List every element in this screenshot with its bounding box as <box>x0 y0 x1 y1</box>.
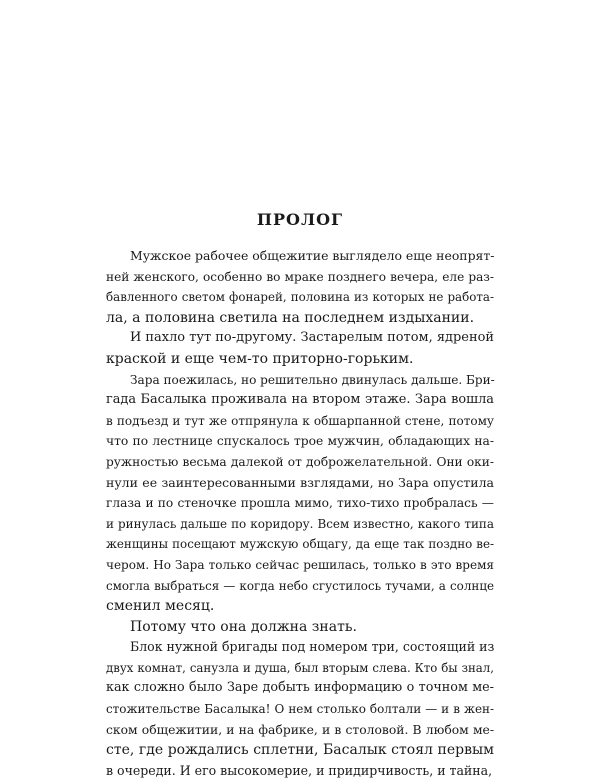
paragraph <box>106 246 494 328</box>
text-line: Мужское рабочее общежитие выглядело еще неопрят- <box>130 248 495 263</box>
body-text <box>106 246 494 781</box>
text-line: двух комнат, санузла и душа, был вторым слева. Кто бы знал, <box>106 660 494 675</box>
text-line: бавленного светом фонарей, половина из которых не работа- <box>106 290 494 305</box>
paragraph <box>106 328 494 369</box>
chapter-title: ПРОЛОГ <box>256 210 344 229</box>
text-line: ла, а половина светила на последнем издыхании. <box>106 309 475 326</box>
text-line: в подъезд и тут же отпрянула к обшарпанной стене, потому <box>106 413 494 428</box>
text-line: как сложно было Заре добыть информацию о точном ме- <box>106 680 494 696</box>
text-line: в очереди. И его высокомерие, и придирчивость, и тайна, <box>106 762 493 778</box>
text-line: чером. Но Зара только сейчас решилась, только в это время <box>106 557 494 572</box>
text-line: нули ее заинтересованными взглядами, но Зара опустила <box>106 474 494 490</box>
text-line: ружностью весьма далекой от доброжелательной. Они оки- <box>106 454 494 469</box>
text-line: смогла выбраться — когда небо сгустилось тучами, а солнце <box>106 578 494 593</box>
text-line: ней женского, особенно во мраке позднего вечера, еле раз- <box>106 269 494 284</box>
paragraph <box>106 617 494 638</box>
text-line: И пахло тут по-другому. Застарелым потом, ядреной <box>130 330 495 346</box>
text-line: Потому что она должна знать. <box>130 618 357 635</box>
text-line: женщины посещают мужскую общагу, да еще так поздно ве- <box>106 537 494 552</box>
text-line: стожительстве Басалыка! О нем столько болтали — и в жен- <box>106 702 494 717</box>
text-line: гада Басалыка проживала на втором этаже. Зара вошла <box>106 392 494 408</box>
text-line: Зара поежилась, но решительно двинулась дальше. Бри- <box>130 372 495 387</box>
text-line: что по лестнице спускалось трое мужчин, обладающих на- <box>106 434 494 449</box>
text-line: ском общежитии, и на фабрике, и в столовой. В любом ме- <box>106 722 494 737</box>
paragraph <box>106 637 494 781</box>
text-line: глаза и по стеночке прошла мимо, тихо-тихо пробралась — <box>106 496 494 511</box>
text-line: сте, где рождались сплетни, Басалык стоял первым <box>106 742 494 759</box>
text-line: сменил месяц. <box>106 598 215 615</box>
text-line: Блок нужной бригады под номером три, состоящий из <box>130 639 495 655</box>
paragraph <box>106 370 494 617</box>
text-line: и ринулась дальше по коридору. Всем известно, какого типа <box>106 516 494 531</box>
text-line: краской и еще чем-то приторно-горьким. <box>106 350 414 367</box>
